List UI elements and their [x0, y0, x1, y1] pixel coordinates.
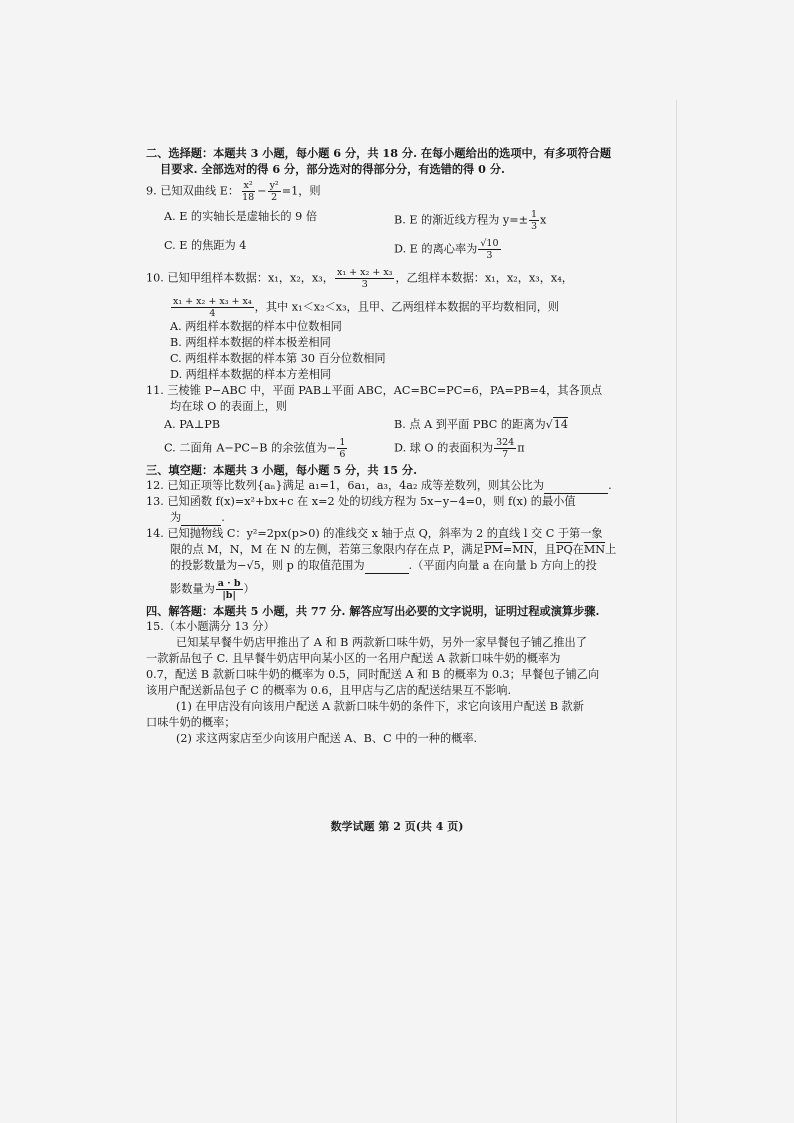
- question-15-para-4: 该用户配送新品包子 C 的概率为 0.6，且甲店与乙店的配送结果互不影响.: [146, 684, 512, 697]
- option-9d: D. E 的离心率为 $\frac{√10}{3}$: [394, 238, 499, 261]
- question-15-title: 15.（本小题满分 13 分）: [146, 620, 275, 633]
- question-15-para-3: 0.7，配送 B 款新口味牛奶的概率为 0.5，同时配送 A 和 B 的概率为 0.3；早餐包子铺乙向: [146, 668, 600, 681]
- fraction-x2-18: $\frac{\text{x²}}{18}$: [242, 180, 255, 203]
- option-9c: C. E 的焦距为 4: [164, 239, 247, 252]
- answer-blank-12[interactable]: [544, 481, 608, 494]
- section-answer-header: 四、解答题：本题共 5 小题，共 77 分. 解答应写出必要的文字说明，证明过程或演算步骤.: [146, 604, 600, 618]
- exam-page: [146, 145, 674, 747]
- question-10-stem-cont: $\frac{\text{x₁ + x₂ + x₃ + x₄}}{4}$ ，其中 x₁＜x₂＜x₃，且甲、乙两组样本数据的平均数相同，则: [173, 296, 560, 319]
- option-10a: A. 两组样本数据的样本中位数相同: [170, 320, 342, 333]
- option-11d: D. 球 O 的表面积为 $\frac{324}{7}$ π: [394, 437, 525, 460]
- option-9a: A. E 的实轴长是虚轴长的 9 倍: [164, 210, 318, 223]
- question-13: 13. 已知函数 f(x)=x²+bx+c 在 x=2 处的切线方程为 5x−y−4=0，则 f(x) 的最小值: [146, 495, 576, 508]
- question-14: 14. 已知抛物线 C：y²=2px(p>0) 的准线交 x 轴于点 Q，斜率为 2 的直线 l 交 C 于第一象: [146, 527, 603, 540]
- option-10c: C. 两组样本数据的样本第 30 百分位数相同: [170, 352, 386, 365]
- question-11-options-row1: [146, 417, 674, 433]
- fraction-y2-2: $\frac{\text{y²}}{2}$: [269, 180, 279, 203]
- option-10b: B. 两组样本数据的样本极差相同: [170, 336, 331, 349]
- answer-blank-14[interactable]: [365, 561, 409, 574]
- question-10-stem: 10. 已知甲组样本数据：x₁，x₂，x₃， $\frac{\text{x₁ + x₂ + x₃}}{3}$ ，乙组样本数据：x₁，x₂，x₃，x₄，: [146, 267, 573, 290]
- section-multi-choice-header-cont: 目要求. 全部选对的得 6 分，部分选对的得部分分，有选错的得 0 分.: [160, 162, 505, 176]
- question-9-options-row1: [146, 209, 674, 232]
- question-9-options-row2: [146, 238, 674, 261]
- option-9b: B. E 的渐近线方程为 y=± $\frac{1}{3}$ x: [394, 209, 547, 232]
- question-15-para-2: 一款新品包子 C. 且早餐牛奶店甲向某小区的一名用户配送 A 款新口味牛奶的概率为: [146, 652, 561, 665]
- page-footer: 数学试题 第 2 页(共 4 页): [330, 820, 464, 833]
- question-12: 12. 已知正项等比数列{aₙ}满足 a₁=1，6a₁，a₃，4a₂ 成等差数列，则其公比为 .: [146, 479, 612, 492]
- question-15-para-1: 已知某早餐牛奶店甲推出了 A 和 B 两款新口味牛奶，另外一家早餐包子铺乙推出了: [176, 636, 587, 649]
- option-11a: A. PA⊥PB: [164, 418, 221, 431]
- question-11-stem-cont: 均在球 O 的表面上，则: [170, 400, 287, 413]
- question-14-cont-1: 限的点 M，N，M 在 N 的左侧，若第三象限内存在点 P，满足$\overline{PM}=\overline{MN}$，且$\overline{PQ}$在$\overline{MN}$上: [170, 543, 617, 556]
- question-14-cont-3: 影数量为 $\frac{a \cdot b}{|b|}$ ）: [170, 578, 255, 601]
- option-11c: C. 二面角 A−PC−B 的余弦值为− $\frac{1}{6}$: [164, 437, 346, 460]
- question-9-stem: 9. 已知双曲线 E： $\frac{\text{x²}}{18}$ − $\frac{\text{y²}}{2}$ =1，则: [146, 180, 321, 203]
- question-11-stem: 11. 三棱锥 P−ABC 中，平面 PAB⊥平面 ABC，AC=BC=PC=6，PA=PB=4，其各顶点: [146, 384, 603, 397]
- answer-blank-13[interactable]: [181, 513, 221, 526]
- question-14-cont-2: 的投影数量为−√5，则 p 的取值范围为 .（平面内向量 a 在向量 b 方向上的投: [170, 559, 597, 572]
- option-11b: B. 点 A 到平面 PBC 的距离为√14: [394, 418, 569, 431]
- section-multi-choice-header: 二、选择题：本题共 3 小题，每小题 6 分，共 18 分. 在每小题给出的选项中，有多项符合题: [146, 146, 612, 160]
- option-10d: D. 两组样本数据的样本方差相同: [170, 368, 332, 381]
- question-11-options-row2: [146, 437, 674, 460]
- question-13-cont: 为 .: [170, 511, 225, 524]
- section-fill-blank-header: 三、填空题：本题共 3 小题，每小题 5 分，共 15 分.: [146, 463, 417, 477]
- question-15-sub-1: (1) 在甲店没有向该用户配送 A 款新口味牛奶的条件下，求它向该用户配送 B 款新: [176, 700, 584, 713]
- question-15-sub-2: (2) 求这两家店至少向该用户配送 A、B、C 中的一种的概率.: [176, 732, 478, 745]
- question-15-sub-1-cont: 口味牛奶的概率；: [146, 716, 236, 729]
- scan-edge-shadow: [676, 100, 677, 1123]
